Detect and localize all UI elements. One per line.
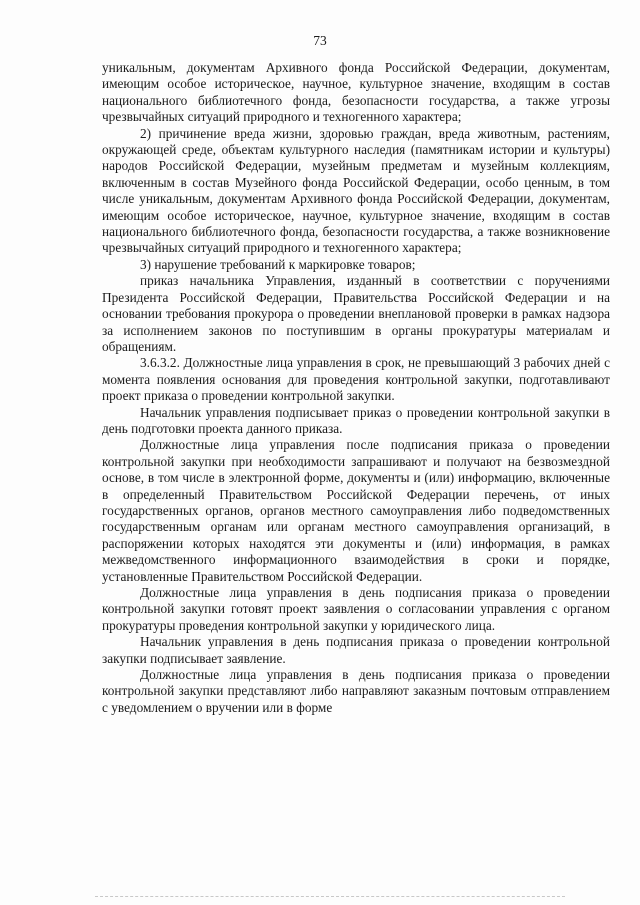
scan-artifact-line	[95, 896, 565, 899]
page-number: 73	[313, 33, 327, 48]
paragraph-continuation: уникальным, документам Архивного фонда Российской Федерации, документам, имеющим особое историческое, научное, культурное значение, входящим в состав национального библиотечного фонда, безопасности государства, а также угрозы чрезвычайных ситуаций природного и техногенного характера;	[102, 60, 610, 125]
document-body	[102, 60, 610, 716]
paragraph-officials-prepare: Должностные лица управления в день подписания приказа о проведении контрольной закупки готовят проект заявления о согласовании управления с органом прокуратуры проведения контрольной закупки у юридического лица.	[102, 585, 610, 633]
paragraph-3-6-3-2: 3.6.3.2. Должностные лица управления в срок, не превышающий 3 рабочих дней с момента появления основания для проведения контрольной закупки, подготавливают проект приказа о проведении контрольной закупки.	[102, 355, 610, 404]
paragraph-head-signs-order: Начальник управления подписывает приказ о проведении контрольной закупки в день подготовки проекта данного приказа.	[102, 404, 610, 436]
paragraph-officials-request: Должностные лица управления после подписания приказа о проведении контрольной закупки при необходимости запрашивают и получают на безвозмездной основе, в том числе в электронной форме, документы и (или) информацию, включенные в определенный Правительством Российской Федерации перечень, от иных государственных органов, органов местного самоуправления либо подведомственных государственным органам или органам местного самоуправления организаций, в распоряжении которых находятся эти документы и (или) информация, в рамках межведомственного информационного взаимодействия в сроки и порядке, установленные Правительством Российской Федерации.	[102, 437, 610, 584]
paragraph-item-2: 2) причинение вреда жизни, здоровью граждан, вреда животным, растениям, окружающей среде, объектам культурного наследия (памятникам истории и культуры) народов Российской Федерации, музейным предметам и музейным коллекциям, включенным в состав Музейного фонда Российской Федерации, особо ценным, в том числе уникальным, документам Архивного фонда Российской Федерации, документам, имеющим особое историческое, научное, культурное значение, входящим в состав национального библиотечного фонда, безопасности государства, а также возникновение чрезвычайных ситуаций природного и техногенного характера;	[102, 125, 610, 256]
paragraph-item-3: 3) нарушение требований к маркировке товаров;	[140, 256, 416, 272]
paragraph-order-head: приказ начальника Управления, изданный в соответствии с поручениями Президента Российской Федерации, Правительства Российской Федерации и на основании требования прокурора о проведении внеплановой проверки в рамках надзора за исполнением законов по поступившим в органы прокуратуры материалам и обращениям.	[102, 273, 610, 354]
paragraph-head-signs-application: Начальник управления в день подписания приказа о проведении контрольной закупки подписывает заявление.	[102, 634, 610, 666]
paragraph-officials-submit: Должностные лица управления в день подписания приказа о проведении контрольной закупки представляют либо направляют заказным почтовым отправлением с уведомлением о вручении или в форме	[102, 667, 610, 715]
